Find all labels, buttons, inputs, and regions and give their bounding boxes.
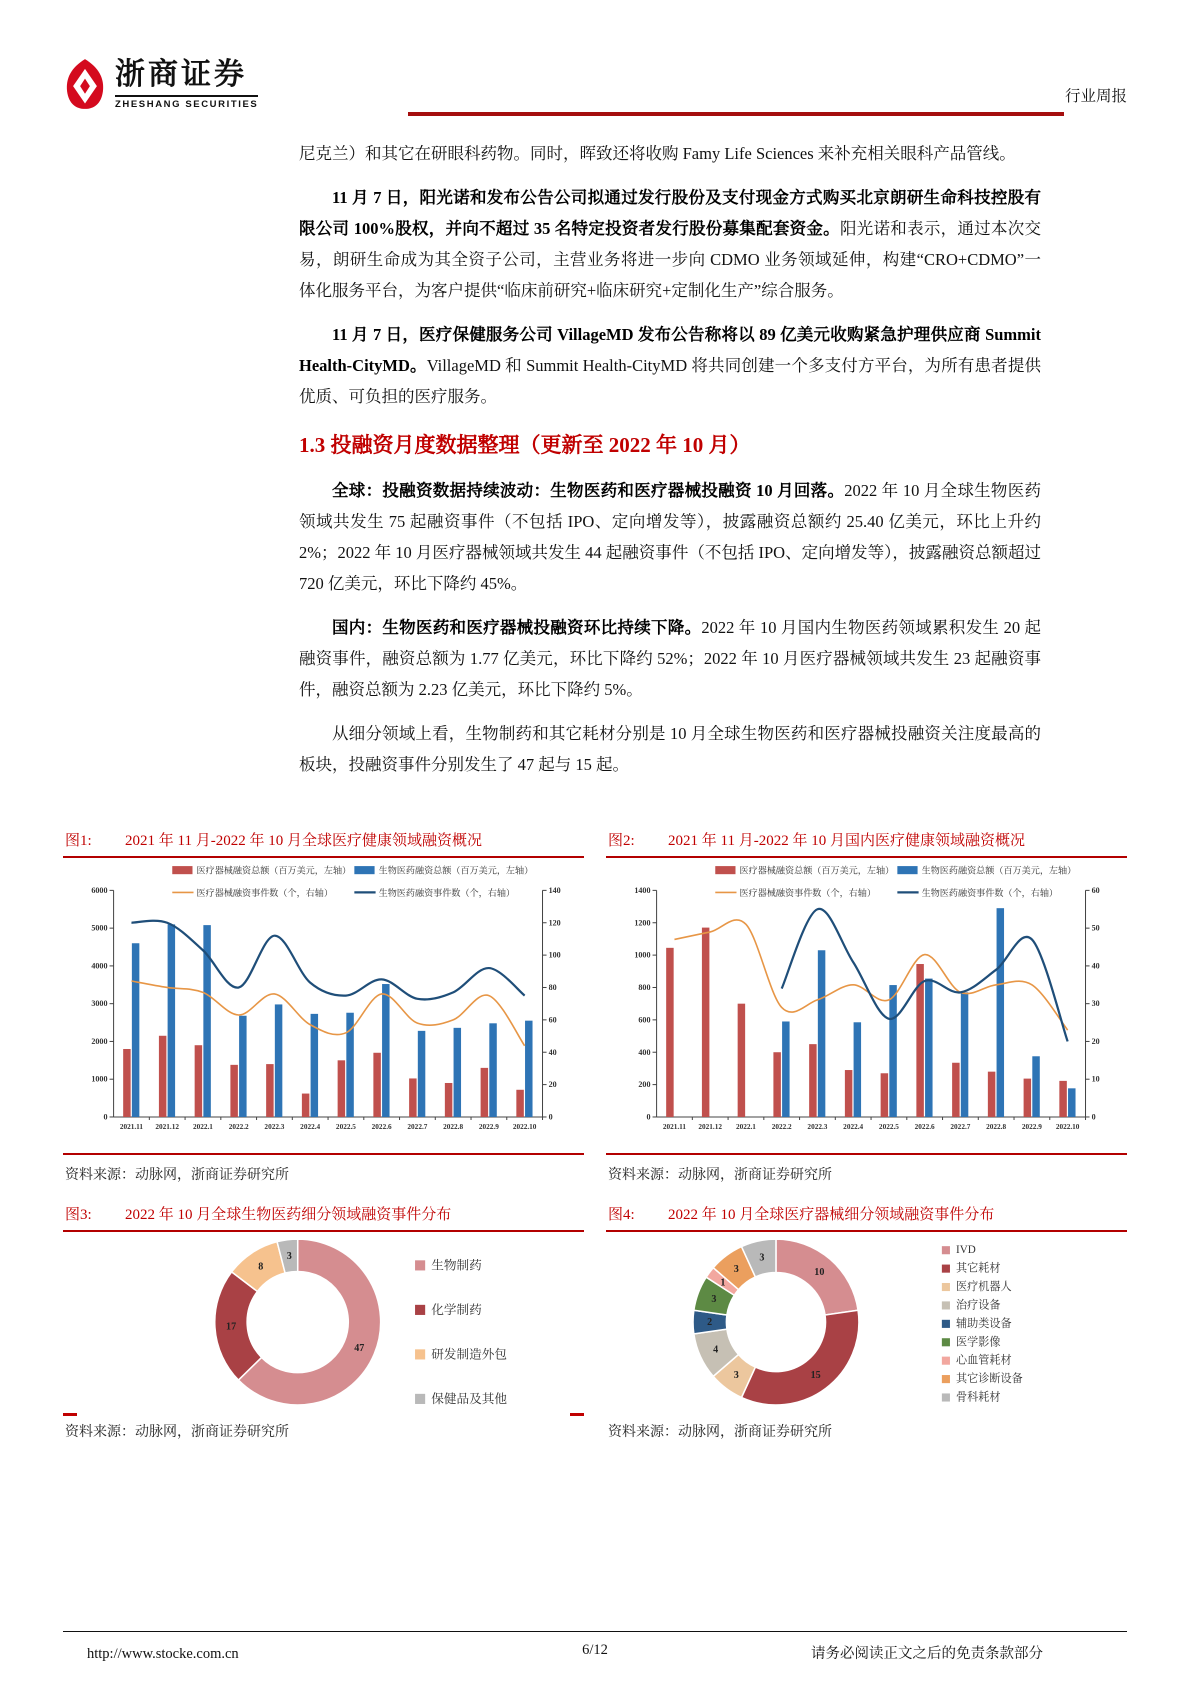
svg-text:2022.8: 2022.8: [443, 1123, 464, 1132]
paragraph-text: 阳光诺和表示，通过本次交易，朗研生命成为其全资子公司，主营业务将进一步向 CDMO 业务领域延伸，构建“CRO+CDMO”一体化服务平台，为客户提供“临床前研究+临床研究+定制化生产”综合服务。: [299, 219, 1042, 300]
body-paragraph: [299, 138, 1041, 169]
svg-text:0: 0: [646, 1112, 651, 1122]
report-body: [63, 138, 1127, 780]
brand-logo-icon: [63, 58, 107, 110]
global-funding-combo-chart: [63, 858, 584, 1153]
svg-text:80: 80: [548, 983, 557, 993]
svg-text:生物医药融资事件数（个，右轴）: 生物医药融资事件数（个，右轴）: [921, 887, 1059, 898]
svg-text:治疗设备: 治疗设备: [956, 1299, 1001, 1312]
svg-text:8: 8: [258, 1261, 264, 1273]
svg-text:60: 60: [1091, 885, 1100, 895]
figure-title: [63, 826, 584, 858]
svg-text:2: 2: [707, 1317, 713, 1329]
paragraph-text: VillageMD 和 Summit Health-CityMD 将共同创建一个多支付方平台，为所有患者提供优质、可负担的医疗服务。: [299, 356, 1041, 406]
svg-text:医疗机器人: 医疗机器人: [956, 1281, 1012, 1294]
svg-text:医疗器械融资事件数（个，右轴）: 医疗器械融资事件数（个，右轴）: [196, 887, 333, 898]
svg-text:17: 17: [226, 1321, 237, 1333]
svg-text:1: 1: [720, 1277, 726, 1289]
svg-text:医疗器械融资总额（百万美元，左轴）: 医疗器械融资总额（百万美元，左轴）: [196, 865, 352, 876]
domestic-funding-combo-chart: [606, 858, 1127, 1153]
paragraph-bold-text: 11 月 7 日，阳光诺和发布公告公司拟通过发行股份及支付现金方式购买北京朗研生命科技控股有限公司 100%股权，并向不超过 35 名特定投资者发行股份募集配套资金。: [299, 188, 1041, 238]
svg-text:2022.3: 2022.3: [807, 1123, 828, 1132]
svg-text:200: 200: [638, 1080, 651, 1090]
figure-title-text: 2022 年 10 月全球医疗器械细分领域融资事件分布: [668, 1207, 995, 1224]
figure-source: 资料来源：动脉网，浙商证券研究所: [65, 1425, 289, 1441]
red-dash: [570, 1413, 584, 1416]
footer-url: http://www.stocke.com.cn: [87, 1646, 239, 1662]
page-footer: [63, 1631, 1127, 1663]
figures-section: [63, 826, 1127, 1441]
svg-text:2022.7: 2022.7: [950, 1123, 971, 1132]
svg-text:保健品及其他: 保健品及其他: [431, 1392, 507, 1407]
header-rule: [408, 112, 1064, 116]
svg-text:2022.1: 2022.1: [735, 1123, 756, 1132]
svg-text:1000: 1000: [91, 1074, 108, 1084]
svg-text:2022.4: 2022.4: [843, 1123, 864, 1132]
figure-label: 图1:: [65, 833, 92, 849]
svg-text:2022.9: 2022.9: [1021, 1123, 1042, 1132]
svg-text:2022.5: 2022.5: [335, 1123, 356, 1132]
svg-text:4: 4: [713, 1344, 719, 1356]
figure-label: 图4:: [608, 1207, 635, 1224]
svg-text:研发制造外包: 研发制造外包: [431, 1347, 507, 1362]
svg-text:其它耗材: 其它耗材: [956, 1263, 1001, 1276]
svg-text:2022.6: 2022.6: [371, 1123, 392, 1132]
svg-text:3: 3: [733, 1264, 739, 1276]
svg-text:2022.7: 2022.7: [407, 1123, 428, 1132]
svg-text:5000: 5000: [91, 923, 108, 933]
figure-rule-marks: [63, 1412, 584, 1417]
figure-label: 图2:: [608, 833, 635, 849]
footer-disclaimer: 请务必阅读正文之后的免责条款部分: [811, 1646, 1043, 1662]
svg-text:3: 3: [759, 1252, 765, 1264]
svg-text:0: 0: [1091, 1112, 1096, 1122]
svg-text:IVD: IVD: [956, 1244, 976, 1257]
svg-text:3: 3: [733, 1370, 739, 1382]
figure-title-text: 2022 年 10 月全球生物医药细分领域融资事件分布: [125, 1207, 452, 1224]
svg-text:20: 20: [548, 1080, 557, 1090]
figure-source: 资料来源：动脉网，浙商证券研究所: [608, 1425, 832, 1441]
svg-text:20: 20: [1091, 1036, 1100, 1046]
paragraph-text: 2022 年 10 月全球生物医药领域共发生 75 起融资事件（不包括 IPO、定向增发等），披露融资总额约 25.40 亿美元，环比上升约 2%；2022 年 10 月医疗器械领域共发生 44 起融资事件（不包括 IPO、定向增发等），披露融资总额超过 720 亿美元，环比下降约 45%。: [299, 481, 1042, 593]
figure-title-text: 2021 年 11 月-2022 年 10 月国内医疗健康领域融资概况: [668, 833, 1025, 849]
paragraph-bold-text: 全球：投融资数据持续波动：生物医药和医疗器械投融资 10 月回落。: [332, 481, 845, 500]
figure-source: 资料来源：动脉网，浙商证券研究所: [63, 1153, 584, 1184]
brand-subtitle: ZHESHANG SECURITIES: [115, 95, 258, 110]
svg-text:2022.9: 2022.9: [478, 1123, 499, 1132]
svg-text:骨科耗材: 骨科耗材: [956, 1391, 1001, 1404]
svg-text:生物医药融资总额（百万美元，左轴）: 生物医药融资总额（百万美元，左轴）: [921, 865, 1077, 876]
red-dash: [63, 1413, 77, 1416]
svg-text:2022.5: 2022.5: [878, 1123, 899, 1132]
figure-title-text: 2021 年 11 月-2022 年 10 月全球医疗健康领域融资概况: [125, 833, 482, 849]
svg-text:140: 140: [548, 885, 561, 895]
svg-text:10: 10: [814, 1267, 825, 1279]
svg-text:生物医药融资事件数（个，右轴）: 生物医药融资事件数（个，右轴）: [378, 887, 516, 898]
svg-text:100: 100: [548, 950, 561, 960]
svg-text:生物制药: 生物制药: [431, 1258, 482, 1273]
paragraph-text: 从细分领域上看，生物制药和其它耗材分别是 10 月全球生物医药和医疗器械投融资关注度最高的板块，投融资事件分别发生了 47 起与 15 起。: [299, 724, 1041, 774]
body-paragraph: [299, 475, 1041, 599]
svg-text:医疗器械融资事件数（个，右轴）: 医疗器械融资事件数（个，右轴）: [739, 887, 876, 898]
svg-text:3: 3: [286, 1251, 292, 1263]
svg-text:800: 800: [638, 983, 651, 993]
svg-text:15: 15: [810, 1370, 821, 1382]
svg-text:2021.12: 2021.12: [155, 1123, 180, 1132]
svg-text:化学制药: 化学制药: [431, 1303, 482, 1318]
svg-text:2022.2: 2022.2: [771, 1123, 792, 1132]
svg-text:其它诊断设备: 其它诊断设备: [956, 1373, 1023, 1386]
svg-text:6000: 6000: [91, 885, 108, 895]
svg-text:心血管耗材: 心血管耗材: [956, 1355, 1012, 1368]
paragraph-text: 2022 年 10 月国内生物医药领域累积发生 20 起融资事件，融资总额为 1.77 亿美元，环比下降约 52%；2022 年 10 月医疗器械领域共发生 23 起融资事件，融资总额为 2.23 亿美元，环比下降约 5%。: [299, 618, 1042, 699]
paragraph-bold-text: 11 月 7 日，医疗保健服务公司 VillageMD 发布公告称将以 89 亿美元收购紧急护理供应商 Summit Health-CityMD。: [299, 325, 1041, 375]
svg-text:60: 60: [548, 1015, 557, 1025]
svg-text:2022.10: 2022.10: [1055, 1123, 1080, 1132]
body-paragraph: [299, 718, 1041, 780]
svg-text:2022.2: 2022.2: [228, 1123, 249, 1132]
brand-name: 浙商证券: [115, 58, 247, 91]
svg-text:10: 10: [1091, 1074, 1100, 1084]
svg-text:1200: 1200: [634, 918, 651, 928]
page-header: [0, 0, 1190, 116]
figure-rule-marks: [606, 1412, 1127, 1417]
svg-text:2022.1: 2022.1: [192, 1123, 213, 1132]
paragraph-text: 尼克兰）和其它在研眼科药物。同时，晖致还将收购 Famy Life Sciences 来补充相关眼科产品管线。: [299, 144, 1016, 163]
body-paragraph: [299, 182, 1041, 306]
figure-source: 资料来源：动脉网，浙商证券研究所: [606, 1153, 1127, 1184]
svg-text:生物医药融资总额（百万美元，左轴）: 生物医药融资总额（百万美元，左轴）: [378, 865, 534, 876]
svg-text:400: 400: [638, 1047, 651, 1057]
svg-text:50: 50: [1091, 923, 1100, 933]
svg-text:2000: 2000: [91, 1036, 108, 1046]
svg-text:2022.10: 2022.10: [512, 1123, 537, 1132]
svg-text:2022.6: 2022.6: [914, 1123, 935, 1132]
figure-device-donut: [606, 1200, 1127, 1441]
svg-text:47: 47: [354, 1343, 365, 1355]
svg-text:30: 30: [1091, 999, 1100, 1009]
svg-text:辅助类设备: 辅助类设备: [956, 1318, 1012, 1331]
svg-text:40: 40: [548, 1047, 557, 1057]
svg-text:0: 0: [103, 1112, 108, 1122]
svg-text:1400: 1400: [634, 885, 651, 895]
svg-text:120: 120: [548, 918, 561, 928]
figure-title: [63, 1200, 584, 1232]
svg-text:4000: 4000: [91, 961, 108, 971]
footer-page-number: 6/12: [582, 1642, 608, 1658]
svg-text:40: 40: [1091, 961, 1100, 971]
svg-text:600: 600: [638, 1015, 651, 1025]
svg-text:0: 0: [548, 1112, 553, 1122]
svg-text:2021.11: 2021.11: [119, 1123, 144, 1132]
svg-text:2022.4: 2022.4: [300, 1123, 321, 1132]
figure-label: 图3:: [65, 1207, 92, 1224]
section-heading: 1.3 投融资月度数据整理（更新至 2022 年 10 月）: [299, 433, 751, 457]
device-donut-chart: [606, 1232, 1127, 1412]
svg-text:1000: 1000: [634, 950, 651, 960]
body-paragraph: [299, 319, 1041, 412]
paragraph-bold-text: 国内：生物医药和医疗器械投融资环比持续下降。: [332, 618, 702, 637]
figure-biopharma-donut: [63, 1200, 584, 1441]
brand-logo: [63, 58, 258, 110]
svg-text:2022.8: 2022.8: [986, 1123, 1007, 1132]
svg-text:医疗器械融资总额（百万美元，左轴）: 医疗器械融资总额（百万美元，左轴）: [739, 865, 895, 876]
svg-text:3000: 3000: [91, 999, 108, 1009]
svg-text:3: 3: [711, 1294, 717, 1306]
figure-domestic-funding: [606, 826, 1127, 1184]
report-type-label: 行业周报: [1064, 88, 1127, 105]
svg-text:2022.3: 2022.3: [264, 1123, 285, 1132]
figure-title: [606, 1200, 1127, 1232]
svg-text:2021.12: 2021.12: [698, 1123, 723, 1132]
figure-title: [606, 826, 1127, 858]
figure-global-funding: [63, 826, 584, 1184]
svg-text:医学影像: 医学影像: [956, 1336, 1001, 1349]
biopharma-donut-chart: [63, 1232, 584, 1412]
svg-text:2021.11: 2021.11: [662, 1123, 687, 1132]
body-paragraph: [299, 612, 1041, 705]
